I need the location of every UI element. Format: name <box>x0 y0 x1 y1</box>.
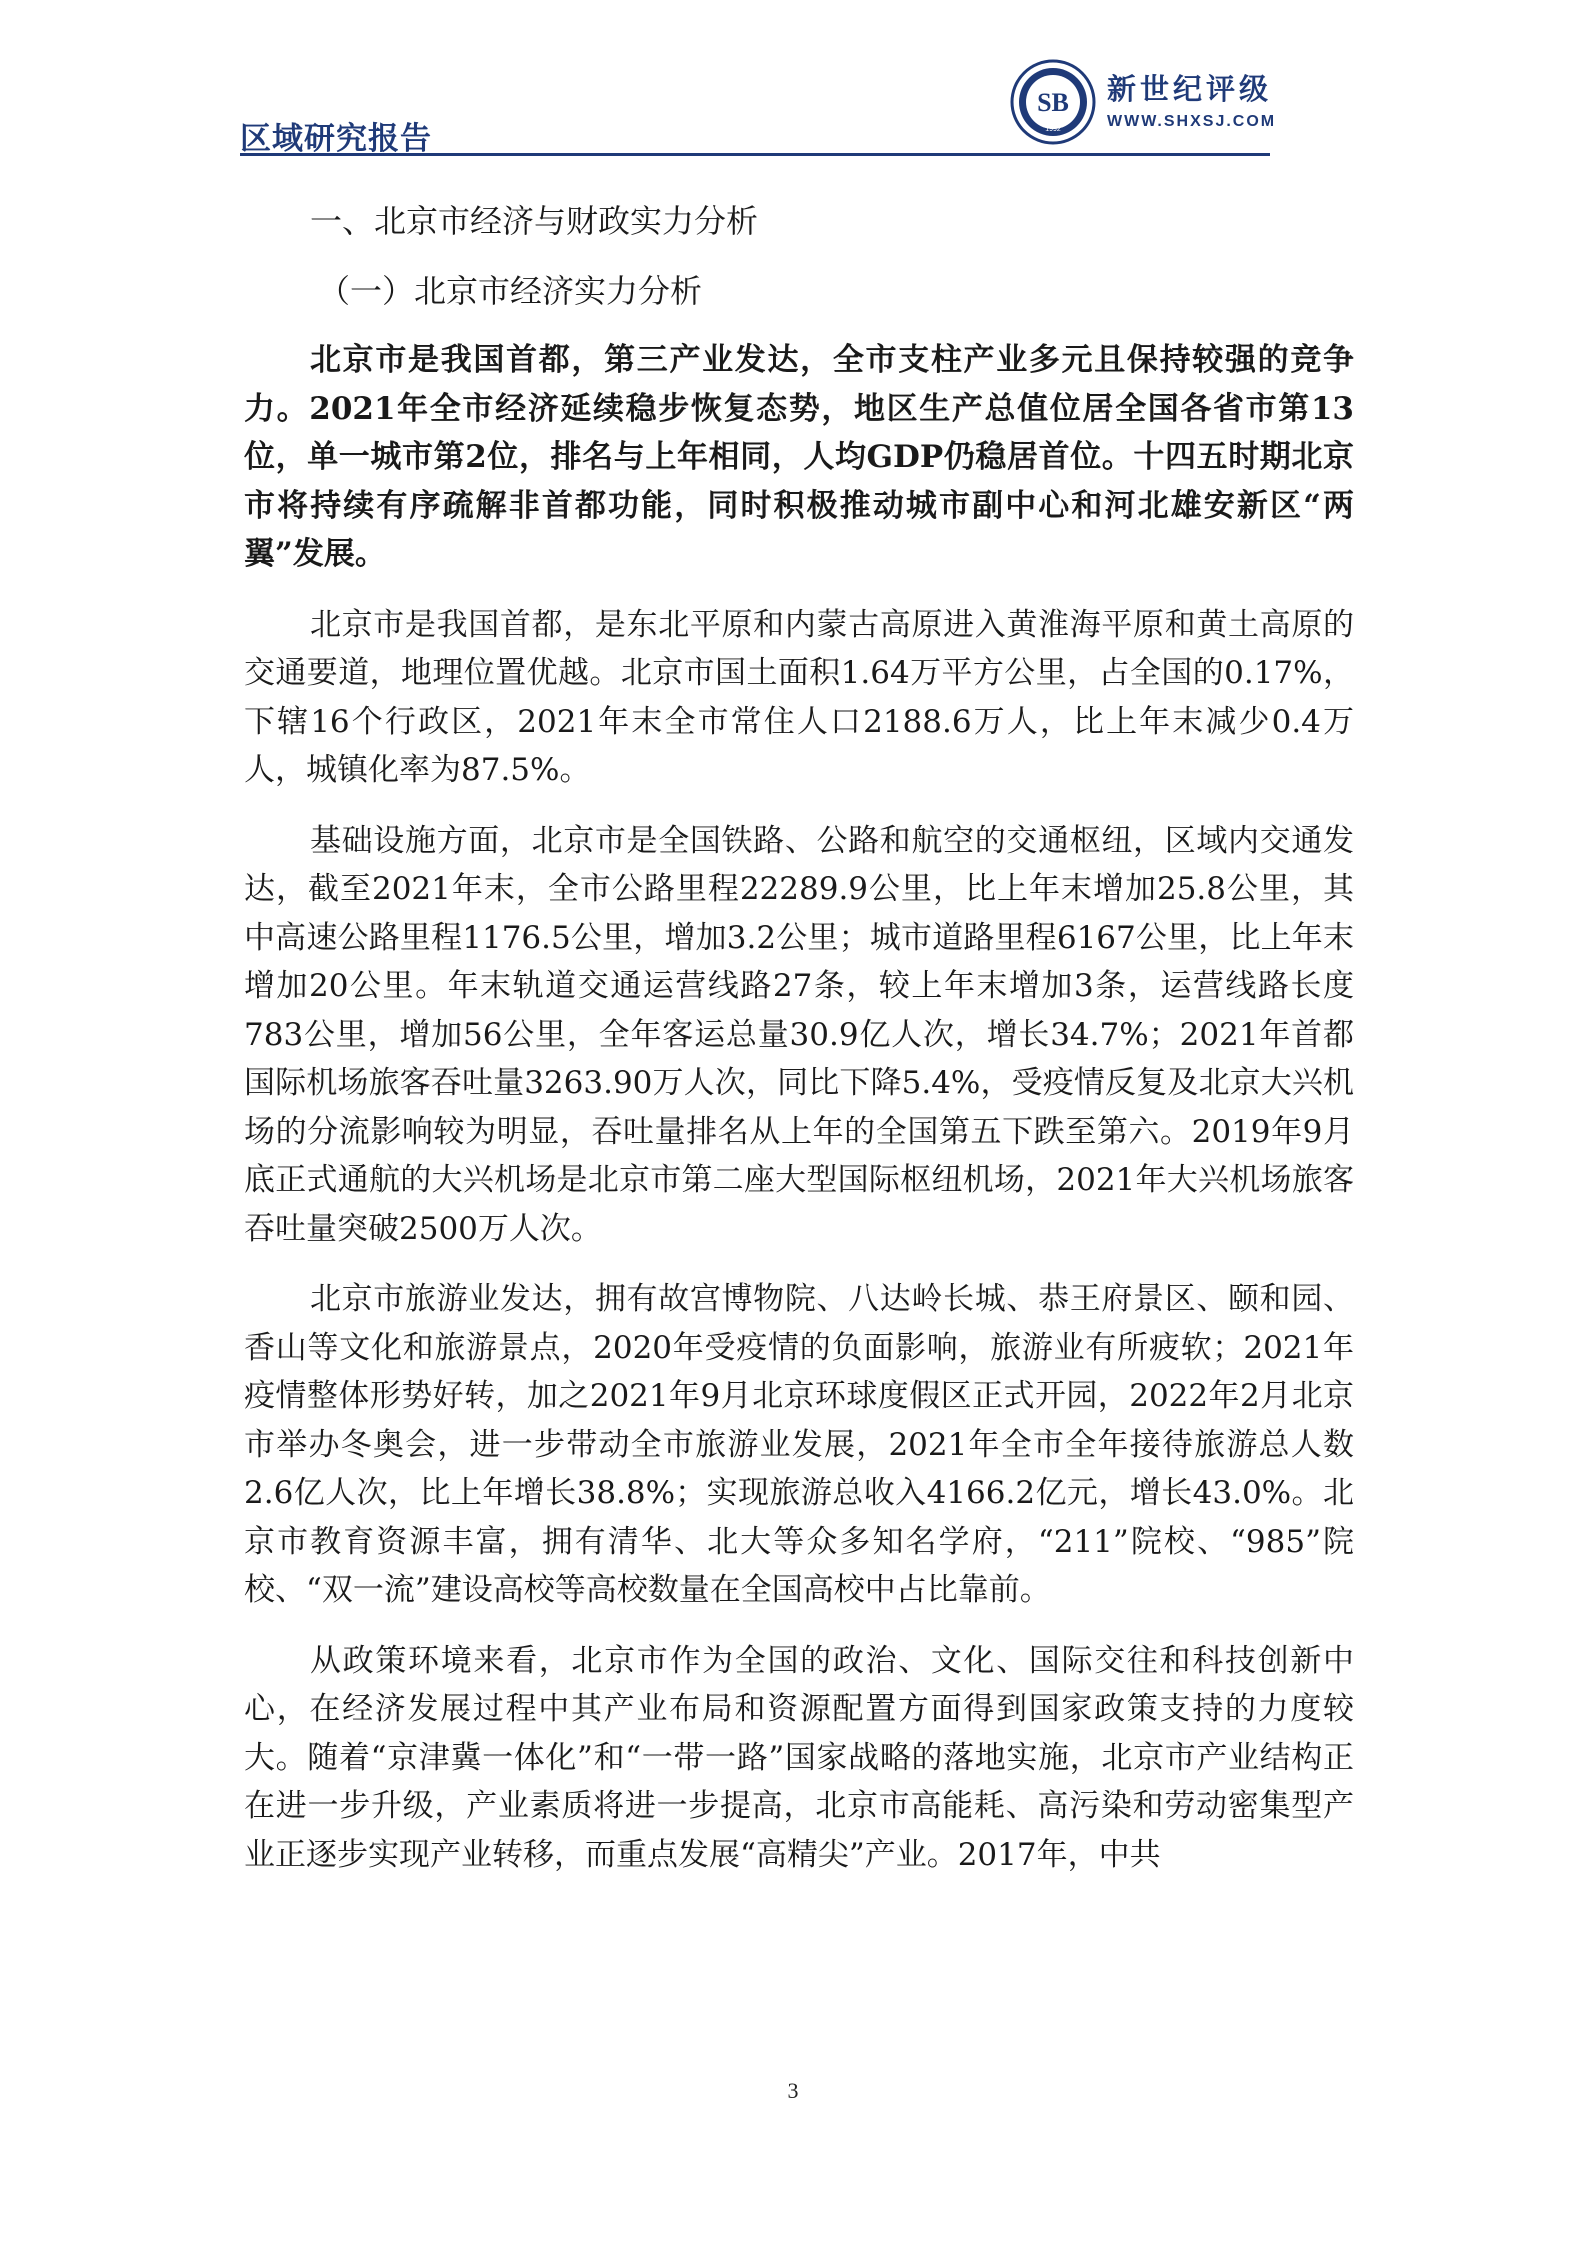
body-paragraph: 北京市是我国首都，是东北平原和内蒙古高原进入黄淮海平原和黄土高原的交通要道，地理位置优越。北京市国土面积1.64万平方公里，占全国的0.17%，下辖16个行政区，2021年末全市常住人口2188.6万人，比上年末减少0.4万人，城镇化率为87.5%。 <box>244 606 1354 788</box>
document-body <box>244 196 1354 1901</box>
body-paragraph: 从政策环境来看，北京市作为全国的政治、文化、国际交往和科技创新中心，在经济发展过程中其产业布局和资源配置方面得到国家政策支持的力度较大。随着“京津冀一体化”和“一带一路”国家战略的落地实施，北京市产业结构正在进一步升级，产业素质将进一步提高，北京市高能耗、高污染和劳动密集型产业正逐步实现产业转移，而重点发展“高精尖”产业。2017年，中共 <box>244 1642 1354 1873</box>
company-url: WWW.SHXSJ.COM <box>1107 113 1277 130</box>
company-logo <box>1010 55 1310 147</box>
seal-letters: SB <box>1037 88 1069 117</box>
subsection-heading: （一）北京市经济实力分析 <box>318 272 703 310</box>
seal-icon <box>1010 59 1096 145</box>
company-name: 新世纪评级 <box>1107 72 1273 106</box>
seal-year: 1992 <box>1045 126 1061 133</box>
header-divider <box>240 153 1270 156</box>
page-number: 3 <box>787 2078 799 2103</box>
body-paragraph: 北京市旅游业发达，拥有故宫博物院、八达岭长城、恭王府景区、颐和园、香山等文化和旅游景点，2020年受疫情的负面影响，旅游业有所疲软；2021年疫情整体形势好转，加之2021年9月北京环球度假区正式开园，2022年2月北京市举办冬奥会，进一步带动全市旅游业发展，2021年全市全年接待旅游总人数2.6亿人次，比上年增长38.8%；实现旅游总收入4166.2亿元，增长43.0%。北京市教育资源丰富，拥有清华、北大等众多知名学府，“211”院校、“985”院校、“双一流”建设高校等高校数量在全国高校中占比靠前。 <box>244 1281 1354 1608</box>
summary-paragraph: 北京市是我国首都，第三产业发达，全市支柱产业多元且保持较强的竞争力。2021年全市经济延续稳步恢复态势，地区生产总值位居全国各省市第13位，单一城市第2位，排名与上年相同，人均GDP仍稳居首位。十四五时期北京市将持续有序疏解非首都功能，同时积极推动城市副中心和河北雄安新区“两翼”发展。 <box>244 342 1354 572</box>
page-header <box>240 55 1277 160</box>
section-heading: 一、北京市经济与财政实力分析 <box>310 202 759 240</box>
report-category-title: 区域研究报告 <box>240 121 432 157</box>
body-paragraph: 基础设施方面，北京市是全国铁路、公路和航空的交通枢纽，区域内交通发达，截至2021年末，全市公路里程22289.9公里，比上年末增加25.8公里，其中高速公路里程1176.5公里，增加3.2公里；城市道路里程6167公里，比上年末增加20公里。年末轨道交通运营线路27条，较上年末增加3条，运营线路长度783公里，增加56公里，全年客运总量30.9亿人次，增长34.7%；2021年首都国际机场旅客吞吐量3263.90万人次，同比下降5.4%，受疫情反复及北京大兴机场的分流影响较为明显，吞吐量排名从上年的全国第五下跌至第六。2019年9月底正式通航的大兴机场是北京市第二座大型国际枢纽机场，2021年大兴机场旅客吞吐量突破2500万人次。 <box>244 822 1354 1247</box>
